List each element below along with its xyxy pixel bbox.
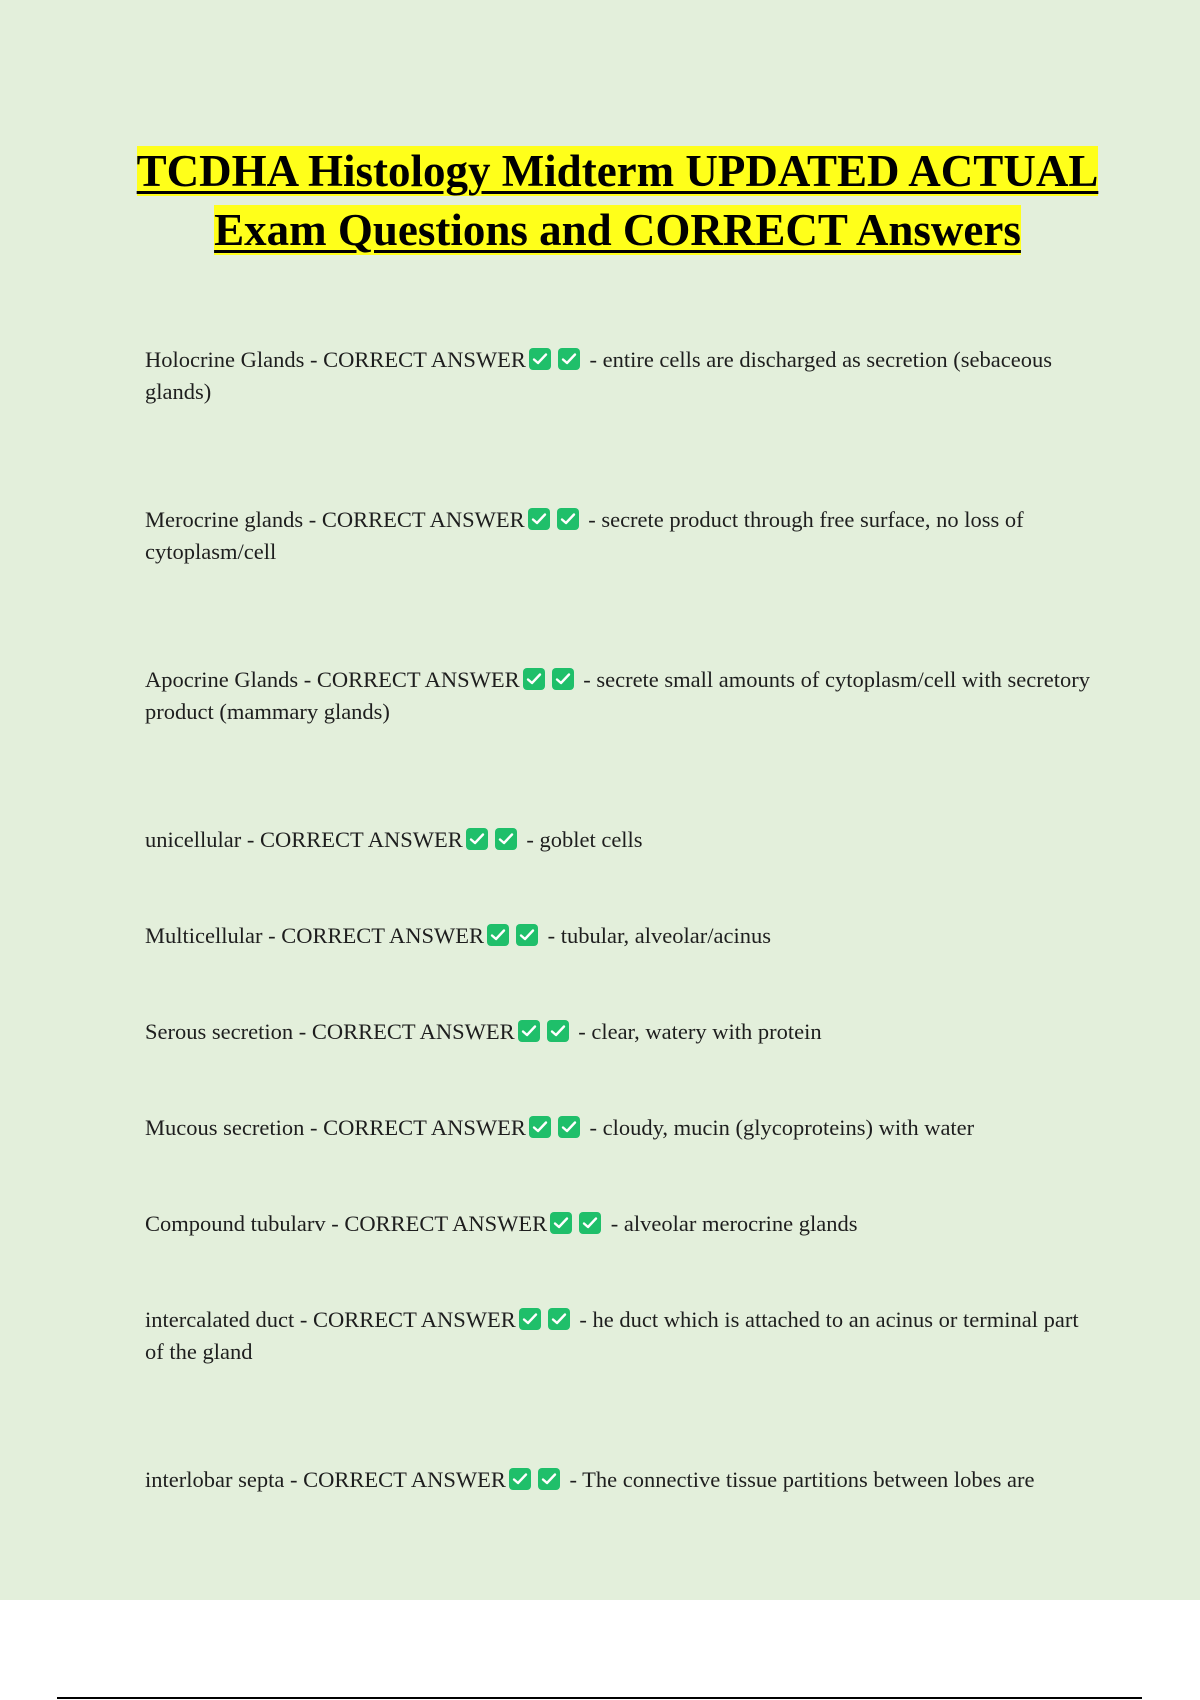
answer-label: CORRECT ANSWER	[316, 667, 520, 692]
qa-item: interlobar septa - CORRECT ANSWER - The connective tissue partitions between lobes are	[145, 1467, 1035, 1492]
qa-item: Serous secretion - CORRECT ANSWER - clear, watery with protein	[145, 1019, 822, 1044]
qa-list	[145, 344, 1095, 1496]
qa-answer: secrete product through free surface, no loss of cytoplasm/cell	[145, 507, 1024, 564]
check-icon	[523, 668, 545, 690]
check-icon	[547, 1020, 569, 1042]
answer-label: CORRECT ANSWER	[311, 1019, 515, 1044]
qa-answer: goblet cells	[539, 827, 643, 852]
qa-answer: entire cells are discharged as secretion (sebaceous glands)	[145, 347, 1052, 404]
answer-label: CORRECT ANSWER	[323, 1115, 526, 1140]
check-icon	[487, 924, 509, 946]
check-icon	[518, 1020, 540, 1042]
footer-divider	[57, 1697, 1142, 1699]
check-icon	[516, 924, 538, 946]
check-icon	[557, 508, 579, 530]
check-icon	[528, 508, 550, 530]
check-icon	[579, 1212, 601, 1234]
answer-label: CORRECT ANSWER	[323, 347, 526, 372]
answer-label: CORRECT ANSWER	[313, 1307, 516, 1332]
qa-term: interlobar septa	[145, 1467, 285, 1492]
qa-item: Merocrine glands - CORRECT ANSWER - secrete product through free surface, no loss of cytoplasm/cell	[145, 507, 1024, 564]
qa-answer: alveolar merocrine glands	[623, 1211, 858, 1236]
qa-item: Mucous secretion - CORRECT ANSWER - cloudy, mucin (glycoproteins) with water	[145, 1115, 975, 1140]
qa-answer: cloudy, mucin (glycoproteins) with water	[602, 1115, 975, 1140]
qa-term: Holocrine Glands	[145, 347, 305, 372]
qa-term: Serous secretion	[145, 1019, 294, 1044]
qa-item: Holocrine Glands - CORRECT ANSWER - entire cells are discharged as secretion (sebaceous glands)	[145, 347, 1052, 404]
qa-term: unicellular	[145, 827, 242, 852]
check-icon	[550, 1212, 572, 1234]
check-icon	[466, 828, 488, 850]
qa-item: Apocrine Glands - CORRECT ANSWER - secrete small amounts of cytoplasm/cell with secretory product (mammary glands)	[145, 667, 1090, 724]
qa-item: intercalated duct - CORRECT ANSWER - he duct which is attached to an acinus or terminal part of the gland	[145, 1307, 1079, 1364]
qa-answer: clear, watery with protein	[591, 1019, 822, 1044]
qa-answer: tubular, alveolar/acinus	[560, 923, 771, 948]
check-icon	[552, 668, 574, 690]
answer-label: CORRECT ANSWER	[281, 923, 484, 948]
check-icon	[495, 828, 517, 850]
qa-term: Compound tubularv	[145, 1211, 326, 1236]
check-icon	[558, 1116, 580, 1138]
document-title-text: TCDHA Histology Midterm UPDATED ACTUAL Exam Questions and CORRECT Answers	[136, 146, 1099, 255]
qa-term: Multicellular	[145, 923, 263, 948]
answer-label: CORRECT ANSWER	[344, 1211, 548, 1236]
document-title	[100, 142, 1135, 260]
qa-answer: The connective tissue partitions between lobes are	[582, 1467, 1035, 1492]
qa-answer: secrete small amounts of cytoplasm/cell with secretory product (mammary glands)	[145, 667, 1090, 724]
check-icon	[558, 348, 580, 370]
qa-item: Compound tubularv - CORRECT ANSWER - alveolar merocrine glands	[145, 1211, 858, 1236]
qa-item: Multicellular - CORRECT ANSWER - tubular, alveolar/acinus	[145, 923, 771, 948]
check-icon	[509, 1468, 531, 1490]
qa-term: intercalated duct	[145, 1307, 295, 1332]
check-icon	[548, 1308, 570, 1330]
check-icon	[529, 1116, 551, 1138]
answer-label: CORRECT ANSWER	[259, 827, 463, 852]
check-icon	[519, 1308, 541, 1330]
qa-term: Merocrine glands	[145, 507, 304, 532]
check-icon	[538, 1468, 560, 1490]
qa-answer: he duct which is attached to an acinus or terminal part of the gland	[145, 1307, 1079, 1364]
answer-label: CORRECT ANSWER	[321, 507, 525, 532]
check-icon	[529, 348, 551, 370]
qa-item: unicellular - CORRECT ANSWER - goblet cells	[145, 827, 643, 852]
qa-term: Apocrine Glands	[145, 667, 299, 692]
qa-term: Mucous secretion	[145, 1115, 305, 1140]
answer-label: CORRECT ANSWER	[303, 1467, 506, 1492]
